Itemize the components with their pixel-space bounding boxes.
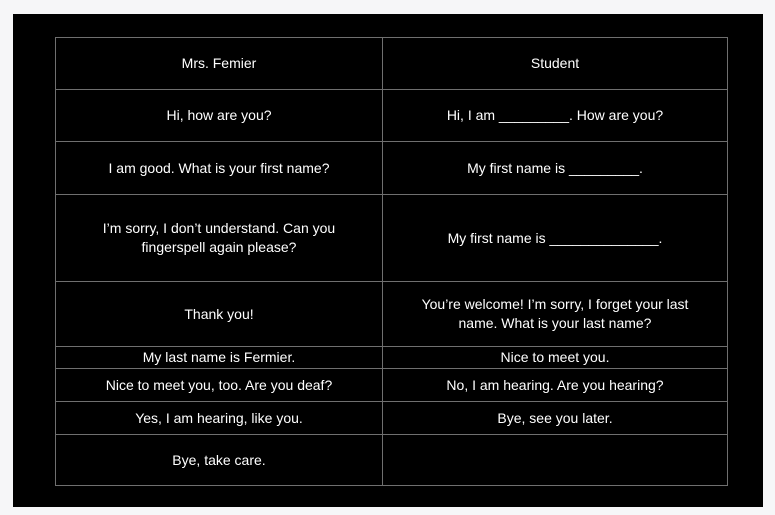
teacher-line: Nice to meet you, too. Are you deaf? (56, 369, 383, 402)
table-row (56, 195, 728, 282)
teacher-line: I’m sorry, I don’t understand. Can you fingerspell again please? (56, 195, 383, 282)
student-line: Hi, I am _________. How are you? (383, 90, 728, 142)
header-teacher: Mrs. Femier (56, 38, 383, 90)
teacher-line: Bye, take care. (56, 435, 383, 486)
teacher-line: My last name is Fermier. (56, 347, 383, 369)
student-line: Nice to meet you. (383, 347, 728, 369)
table-row (56, 142, 728, 195)
table-row (56, 347, 728, 369)
teacher-line: Yes, I am hearing, like you. (56, 402, 383, 435)
student-line: You’re welcome! I’m sorry, I forget your last name. What is your last name? (383, 282, 728, 347)
student-line: No, I am hearing. Are you hearing? (383, 369, 728, 402)
dialogue-panel (13, 14, 763, 507)
table-row (56, 435, 728, 486)
student-line-empty (383, 435, 728, 486)
table-row (56, 369, 728, 402)
table-row (56, 90, 728, 142)
teacher-line: I am good. What is your first name? (56, 142, 383, 195)
teacher-line: Hi, how are you? (56, 90, 383, 142)
table-header-row (56, 38, 728, 90)
student-line: Bye, see you later. (383, 402, 728, 435)
dialogue-table (55, 37, 728, 486)
teacher-line: Thank you! (56, 282, 383, 347)
header-student: Student (383, 38, 728, 90)
student-line: My first name is _________. (383, 142, 728, 195)
table-row (56, 282, 728, 347)
student-line: My first name is ______________. (383, 195, 728, 282)
table-row (56, 402, 728, 435)
